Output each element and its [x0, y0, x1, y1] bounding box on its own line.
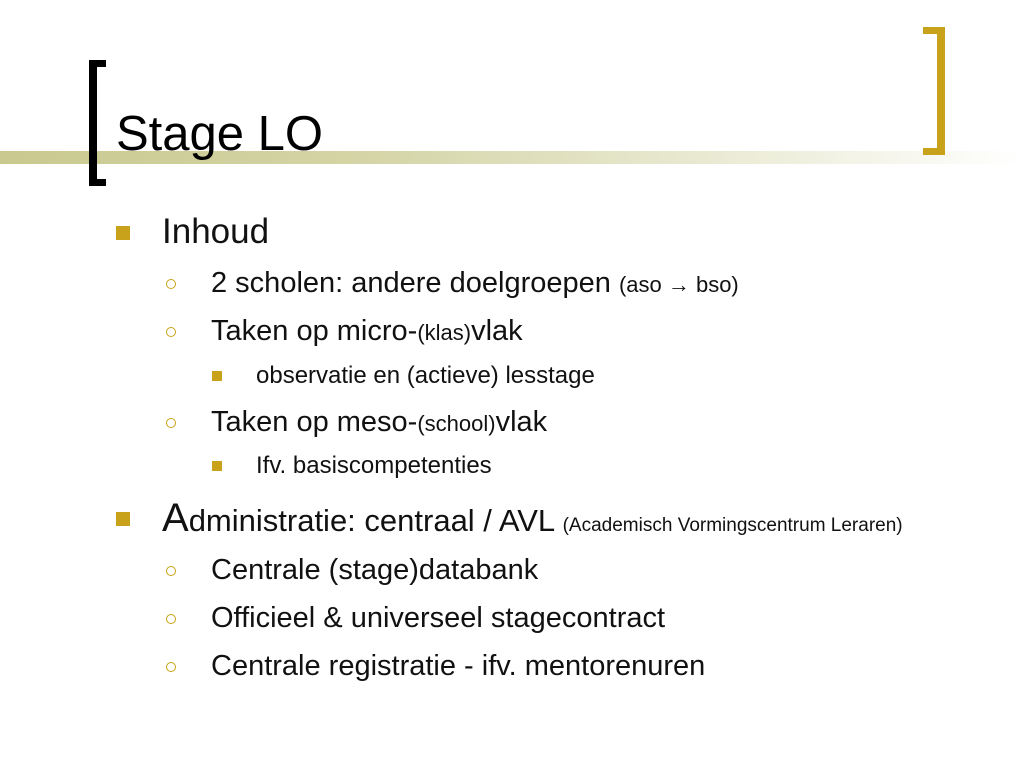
ring-bullet-icon	[166, 418, 176, 428]
ring-bullet-icon	[166, 566, 176, 576]
bullet-scholen	[211, 266, 739, 302]
right-bracket-decoration	[923, 27, 945, 155]
ring-bullet-icon	[166, 327, 176, 337]
bullet-basis: Ifv. basiscompetenties	[256, 452, 492, 479]
slide-title: Stage LO	[116, 107, 324, 161]
bullet-registratie: Centrale registratie - ifv. mentorenuren	[211, 650, 706, 682]
bullet-admin-first: A	[162, 496, 189, 540]
bullet-meso	[211, 405, 547, 441]
bullet-inhoud: Inhoud	[162, 212, 270, 251]
bullet-micro	[211, 314, 523, 350]
bullet-meso-pre: Taken op meso-	[211, 406, 418, 438]
bullet-meso-post: vlak	[495, 406, 548, 438]
bullet-admin-rest: dministratie: centraal / AVL	[188, 503, 563, 538]
bullet-meso-mid: (school)	[417, 411, 496, 436]
bullet-micro-post: vlak	[471, 315, 523, 347]
bullet-micro-pre: Taken op micro-	[211, 315, 418, 347]
ring-bullet-icon	[166, 614, 176, 624]
bullet-scholen-note: (aso → bso)	[618, 272, 739, 297]
bullet-scholen-main: 2 scholen: andere doelgroepen	[211, 267, 619, 299]
bullet-observatie: observatie en (actieve) lesstage	[256, 362, 595, 389]
bullet-contract: Officieel & universeel stagecontract	[211, 602, 666, 634]
square-bullet-icon	[212, 461, 222, 471]
bullet-micro-mid: (klas)	[417, 320, 472, 345]
square-bullet-icon	[212, 371, 222, 381]
bullet-admin-note: (Academisch Vormingscentrum Leraren)	[562, 515, 903, 536]
bullet-databank: Centrale (stage)databank	[211, 554, 539, 586]
square-bullet-icon	[116, 512, 130, 526]
bullet-administratie	[162, 496, 903, 548]
ring-bullet-icon	[166, 662, 176, 672]
left-bracket-decoration	[89, 60, 106, 186]
ring-bullet-icon	[166, 279, 176, 289]
square-bullet-icon	[116, 226, 130, 240]
